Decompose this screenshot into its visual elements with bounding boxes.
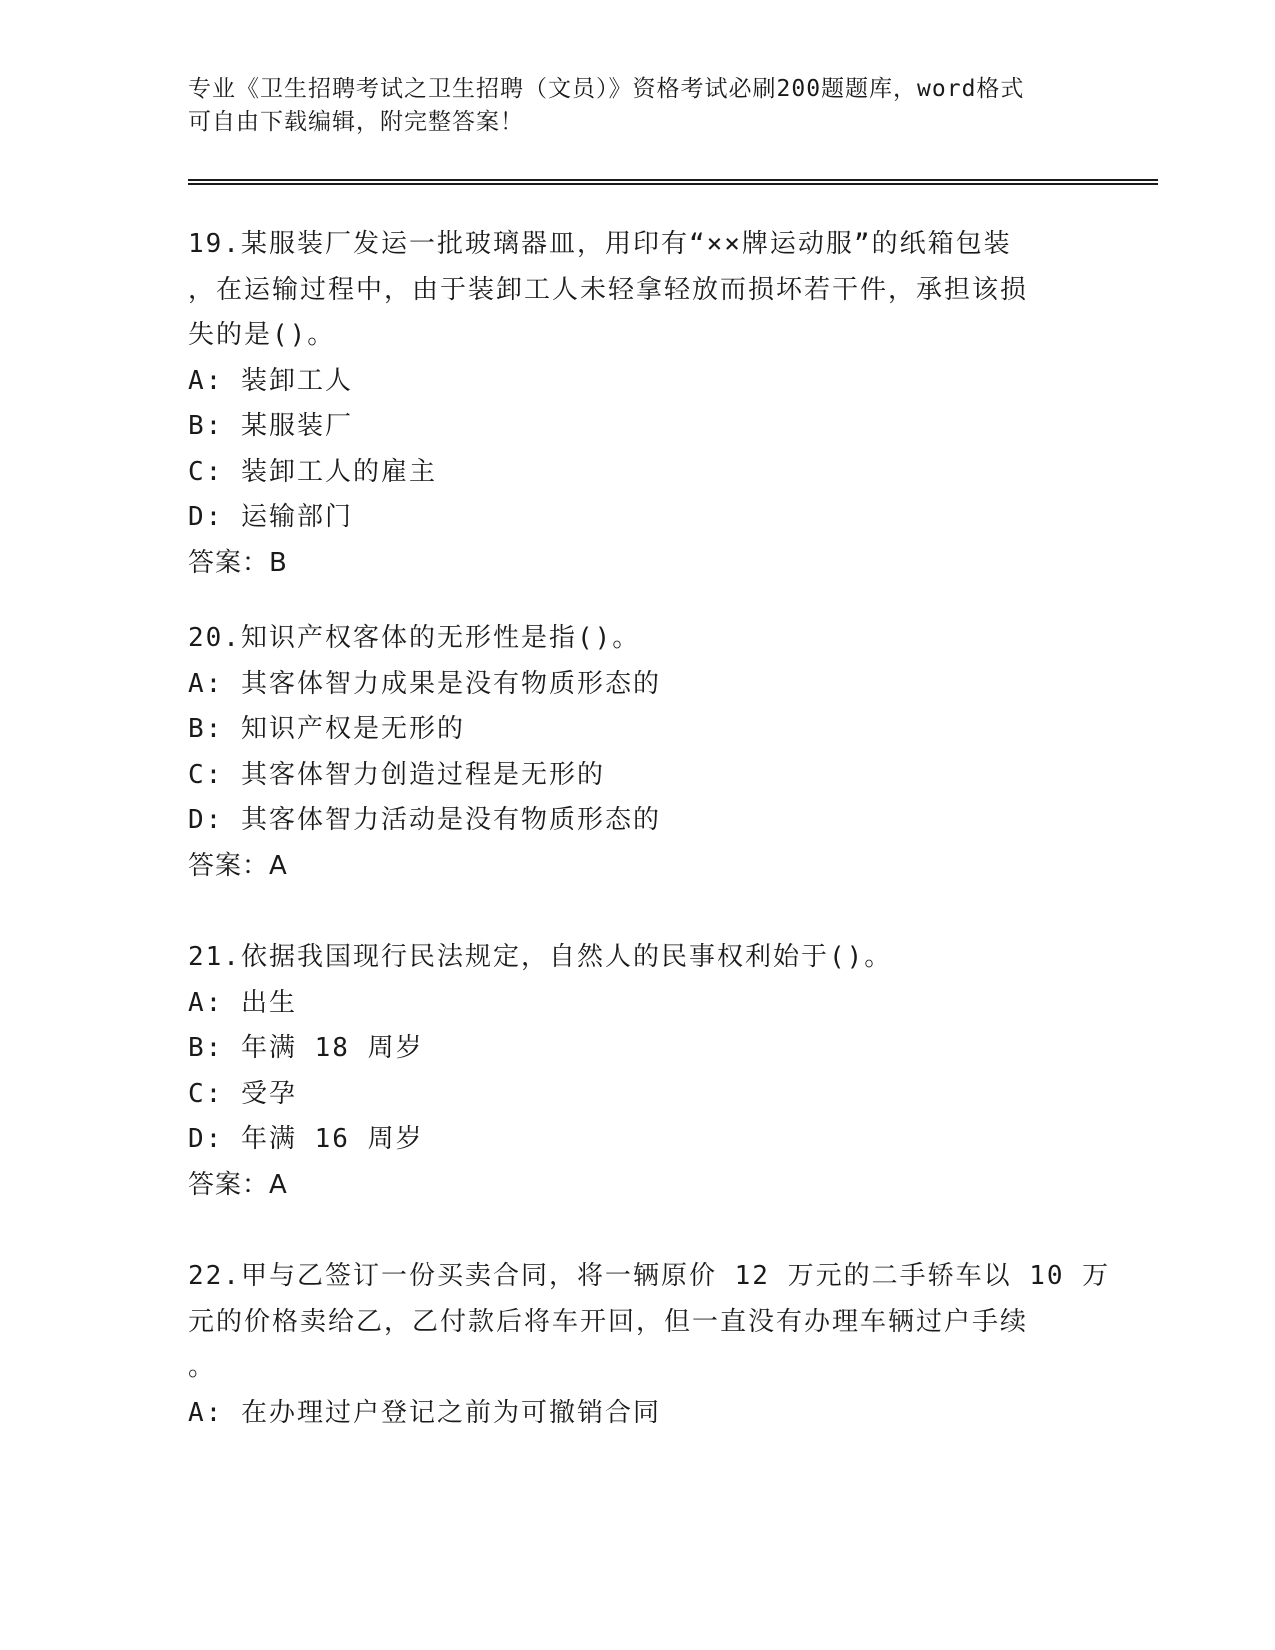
option-d: D: 年满 16 周岁 xyxy=(188,1124,424,1154)
answer: 答案：A xyxy=(188,850,288,881)
option-a: A: 出生 xyxy=(188,987,297,1018)
question-19 xyxy=(188,222,1088,586)
option-a: A: 在办理过户登记之前为可撤销合同 xyxy=(188,1397,661,1428)
question-stem-line: 元的价格卖给乙，乙付款后将车开回，但一直没有办理车辆过户手续 xyxy=(188,1306,1029,1337)
question-stem-line: 20.知识产权客体的无形性是指()。 xyxy=(188,623,641,653)
question-stem-line: 。 xyxy=(188,1352,217,1382)
header-rule-top xyxy=(188,179,1158,181)
header-line-1: 专业《卫生招聘考试之卫生招聘（文员）》资格考试必刷200题题库，word格式 xyxy=(188,76,1025,102)
question-21 xyxy=(188,935,1088,1208)
option-a: A: 装卸工人 xyxy=(188,365,353,396)
question-20 xyxy=(188,616,1088,889)
question-stem-line: 失的是()。 xyxy=(188,320,336,350)
option-c: C: 其客体智力创造过程是无形的 xyxy=(188,759,605,790)
option-c: C: 装卸工人的雇主 xyxy=(188,456,437,487)
question-stem-line: 19.某服装厂发运一批玻璃器皿，用印有“××牌运动服”的纸箱包装 xyxy=(188,229,1012,259)
question-stem-line: 21.依据我国现行民法规定，自然人的民事权利始于()。 xyxy=(188,942,893,972)
option-a: A: 其客体智力成果是没有物质形态的 xyxy=(188,668,661,699)
question-stem-line: 22.甲与乙签订一份买卖合同，将一辆原价 12 万元的二手轿车以 10 万 xyxy=(188,1261,1111,1291)
option-c: C: 受孕 xyxy=(188,1078,297,1109)
question-stem-line: ，在运输过程中，由于装卸工人未轻拿轻放而损坏若干件，承担该损 xyxy=(188,274,1029,305)
option-d: D: 其客体智力活动是没有物质形态的 xyxy=(188,805,661,835)
answer: 答案：B xyxy=(188,547,288,578)
question-22 xyxy=(188,1254,1111,1436)
document-header xyxy=(188,73,1088,139)
option-b: B: 年满 18 周岁 xyxy=(188,1033,424,1063)
header-rule-bottom xyxy=(188,183,1158,185)
option-b: B: 某服装厂 xyxy=(188,411,353,441)
option-d: D: 运输部门 xyxy=(188,502,353,532)
header-line-2: 可自由下载编辑，附完整答案！ xyxy=(188,109,524,135)
option-b: B: 知识产权是无形的 xyxy=(188,714,465,744)
answer: 答案：A xyxy=(188,1169,288,1200)
